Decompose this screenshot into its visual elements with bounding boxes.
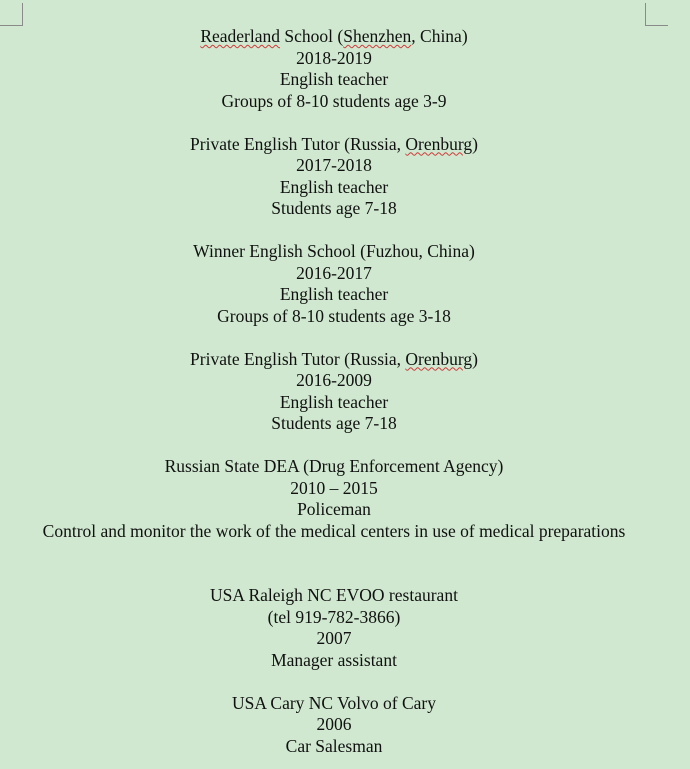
- job-company: Winner English School (Fuzhou, China): [193, 241, 475, 261]
- job-years: 2016-2017: [296, 262, 372, 283]
- job-detail: Groups of 8-10 students age 3-9: [221, 90, 447, 111]
- job-company: USA Raleigh NC EVOO restaurant: [210, 585, 458, 605]
- job-entry-private-tutor-2017: [0, 134, 668, 220]
- job-years: 2010 – 2015: [290, 477, 378, 498]
- job-role: English teacher: [279, 284, 389, 304]
- job-company: [0, 349, 668, 371]
- job-detail: Students age 7-18: [271, 198, 397, 218]
- job-role: Car Salesman: [285, 735, 383, 756]
- company-text: ): [472, 348, 478, 369]
- spellcheck-flagged-word: Shenzhen: [343, 26, 412, 46]
- job-role: Manager assistant: [271, 649, 397, 670]
- job-entry-readerland: [0, 26, 668, 112]
- spellcheck-flagged-word: Orenburg: [405, 133, 473, 154]
- job-detail: Students age 7-18: [271, 413, 397, 433]
- page-corner-mark-top-right: [645, 3, 668, 26]
- job-company: Russian State DEA (Drug Enforcement Agency): [164, 456, 504, 476]
- job-company: [0, 26, 668, 48]
- spellcheck-flagged-word: Readerland: [200, 26, 281, 46]
- job-entry-russian-dea: [0, 456, 668, 542]
- company-text: ): [472, 133, 478, 154]
- job-entry-private-tutor-2016: [0, 349, 668, 435]
- job-entry-winner-school: [0, 241, 668, 327]
- job-years: 2018-2019: [296, 47, 372, 68]
- job-years: 2017-2018: [296, 155, 372, 175]
- job-detail: Groups of 8-10 students age 3-18: [217, 305, 451, 326]
- job-role: English teacher: [279, 391, 389, 412]
- job-phone: (tel 919-782-3866): [267, 606, 401, 627]
- company-text: Private English Tutor (Russia,: [190, 133, 406, 154]
- job-company: [0, 134, 668, 156]
- document-body[interactable]: [0, 26, 668, 757]
- spellcheck-flagged-word: Orenburg: [405, 348, 473, 369]
- job-entry-evoo-restaurant: [0, 585, 668, 671]
- job-years: 2016-2009: [296, 370, 372, 390]
- company-text: School (: [280, 26, 344, 46]
- job-role: English teacher: [279, 69, 389, 89]
- page-corner-mark-top-left: [0, 3, 23, 26]
- job-role: English teacher: [279, 176, 389, 197]
- job-entry-volvo-of-cary: [0, 693, 668, 758]
- job-role: Policeman: [297, 499, 371, 519]
- company-text: , China): [411, 26, 468, 46]
- job-years: 2007: [316, 628, 352, 648]
- company-text: Private English Tutor (Russia,: [190, 348, 406, 369]
- job-company: USA Cary NC Volvo of Cary: [231, 692, 437, 713]
- job-years: 2006: [316, 714, 352, 734]
- job-detail: Control and monitor the work of the medical centers in use of medical preparations: [42, 520, 626, 541]
